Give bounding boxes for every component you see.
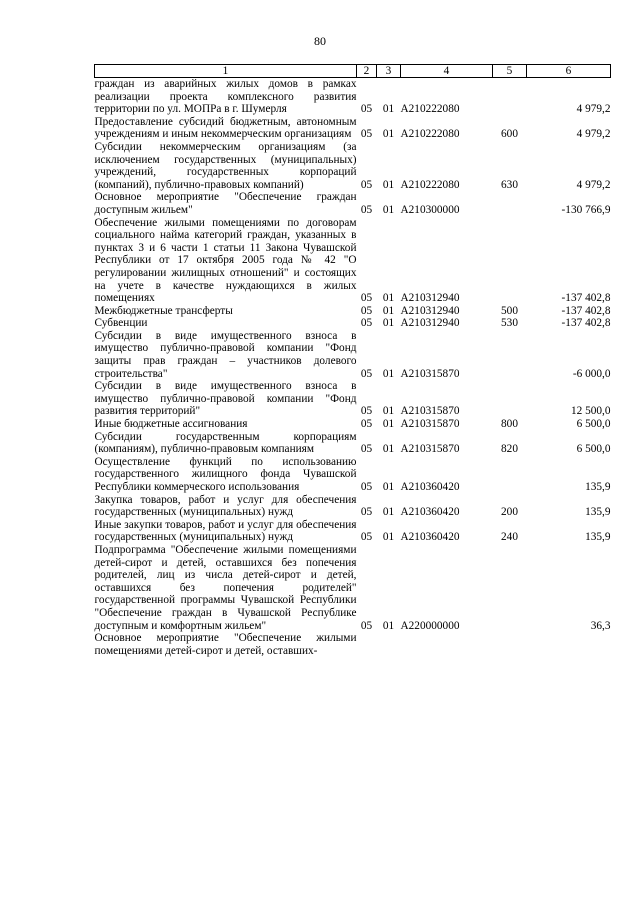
row-name: Основное мероприятие "Обеспечение жилыми помещениями детей-сирот и детей, оставших-	[94, 632, 357, 657]
row-name: Иные бюджетные ассигнования	[94, 418, 248, 431]
table-row	[95, 519, 611, 544]
row-subsection: 01	[382, 203, 395, 216]
row-name: Иные закупки товаров, работ и услуг для обеспечения государственных (муниципальных) нужд	[94, 518, 357, 544]
row-section	[357, 632, 377, 657]
row-section: 05	[360, 367, 373, 380]
header-col-4: 4	[401, 65, 493, 78]
row-name: Субсидии в виде имущественного взноса в имущество публично-правовой компании "Фонд развития территорий"	[94, 380, 357, 418]
row-amount: 135,9	[585, 506, 611, 519]
row-amount: -137 402,8	[561, 304, 611, 317]
row-amount: 4 979,2	[576, 128, 611, 141]
row-subsection	[377, 632, 401, 657]
row-target-code: А210315870	[400, 443, 460, 456]
row-name: Субсидии некоммерческим организациям (за исключением государственных (муниципальных) учреждений, государственных корпораций (компаний), публично-правовых компаний)	[94, 140, 357, 191]
row-name: Предоставление субсидий бюджетным, автономным учреждениям и иным некоммерческим организациям	[94, 115, 357, 141]
row-amount: 36,3	[590, 619, 611, 632]
table-row	[95, 305, 611, 318]
row-target-code: А210360420	[400, 506, 460, 519]
row-name: Обеспечение жилыми помещениями по договорам социального найма категорий граждан, указанных в пунктах 3 и 6 части 1 статьи 11 Закона Чувашской Республики от 17 октября 2005 года № 42 "О регулировании жилищных отношений" и состоящих на учете в качестве нуждающихся в жилых помещениях	[94, 216, 357, 305]
row-expense-type: 800	[501, 418, 518, 431]
header-col-5: 5	[493, 65, 527, 78]
row-expense-type: 200	[501, 506, 518, 519]
row-expense-type: 530	[501, 317, 518, 330]
row-target-code: А210312940	[400, 292, 460, 305]
row-target-code: А210312940	[400, 317, 460, 330]
row-target-code: А210315870	[400, 367, 460, 380]
table-row	[95, 317, 611, 330]
row-section: 05	[360, 531, 373, 544]
row-amount: -6 000,0	[572, 367, 611, 380]
row-name: Субвенции	[94, 317, 148, 330]
row-subsection: 01	[382, 292, 395, 305]
row-name: Основное мероприятие "Обеспечение граждан доступным жильем"	[94, 191, 357, 216]
header-col-3: 3	[377, 65, 401, 78]
row-expense-type: 240	[501, 531, 518, 544]
row-section: 05	[360, 619, 373, 632]
row-target-code: А210315870	[400, 405, 460, 418]
row-expense-type	[493, 191, 527, 216]
table-row	[95, 78, 611, 116]
row-subsection: 01	[382, 103, 395, 116]
row-section: 05	[360, 443, 373, 456]
row-amount: 4 979,2	[576, 178, 611, 191]
row-target-code	[401, 632, 493, 657]
row-subsection: 01	[382, 317, 395, 330]
budget-table	[94, 64, 611, 657]
row-section: 05	[360, 481, 373, 493]
row-amount: 6 500,0	[576, 418, 611, 431]
row-subsection: 01	[382, 531, 395, 544]
row-target-code: А210360420	[400, 531, 460, 544]
row-section: 05	[360, 203, 373, 216]
row-section: 05	[360, 103, 373, 116]
row-target-code: А210222080	[400, 178, 460, 191]
row-expense-type	[493, 380, 527, 418]
row-section: 05	[360, 178, 373, 191]
row-amount: 4 979,2	[576, 103, 611, 116]
row-expense-type	[493, 330, 527, 380]
row-amount: 12 500,0	[570, 405, 611, 418]
row-target-code: А220000000	[400, 619, 460, 632]
row-name: граждан из аварийных жилых домов в рамках реализации проекта комплексного развития территории по ул. МОПРа в г. Шумерля	[94, 78, 357, 116]
table-row	[95, 217, 611, 305]
row-target-code: А210300000	[400, 203, 460, 216]
row-section: 05	[360, 128, 373, 141]
row-amount: -130 766,9	[561, 203, 611, 216]
table-row	[95, 141, 611, 191]
row-name: Подпрограмма "Обеспечение жилыми помещениями детей-сирот и детей, оставшихся без попечения родителей, лиц из числа детей-сирот и детей, оставшихся без попечения родителей" государственной программы Чувашской Республики "Обеспечение граждан в Чувашской Республике доступным и комфортным жильем"	[94, 543, 357, 632]
row-subsection: 01	[382, 481, 395, 493]
row-subsection: 01	[382, 443, 395, 456]
row-subsection: 01	[382, 178, 395, 191]
table-row	[95, 456, 611, 494]
row-amount: 135,9	[585, 481, 611, 493]
header-col-1: 1	[95, 65, 357, 78]
row-subsection: 01	[382, 128, 395, 141]
table-header-row	[95, 65, 611, 78]
row-target-code: А210360420	[400, 481, 460, 493]
row-section: 05	[360, 405, 373, 418]
row-subsection: 01	[382, 304, 395, 317]
row-amount: 6 500,0	[576, 443, 611, 456]
row-expense-type: 500	[501, 304, 518, 317]
header-col-2: 2	[357, 65, 377, 78]
row-section: 05	[360, 506, 373, 519]
row-target-code: А210222080	[400, 128, 460, 141]
row-subsection: 01	[382, 367, 395, 380]
row-subsection: 01	[382, 405, 395, 418]
table-row	[95, 330, 611, 380]
row-expense-type	[493, 632, 527, 657]
page-number: 80	[314, 34, 326, 48]
row-section: 05	[360, 317, 373, 330]
row-name: Субсидии государственным корпорациям (компаниям), публично-правовым компаниям	[94, 430, 357, 456]
row-expense-type: 630	[501, 178, 518, 191]
table-row	[95, 494, 611, 519]
row-section: 05	[360, 418, 373, 431]
table-row	[95, 380, 611, 418]
row-subsection: 01	[382, 506, 395, 519]
table-row	[95, 544, 611, 632]
row-subsection: 01	[382, 418, 395, 431]
row-expense-type	[493, 456, 527, 494]
row-section: 05	[360, 304, 373, 317]
row-expense-type: 820	[501, 443, 518, 456]
row-section: 05	[360, 292, 373, 305]
row-amount: 135,9	[585, 531, 611, 544]
row-name: Закупка товаров, работ и услуг для обеспечения государственных (муниципальных) нужд	[94, 493, 357, 519]
table-row	[95, 431, 611, 456]
row-target-code: А210315870	[400, 418, 460, 431]
row-expense-type	[493, 544, 527, 632]
row-name: Осуществление функций по использованию государственного жилищного фонда Чувашской Республики коммерческого использования	[94, 455, 357, 493]
header-col-6: 6	[527, 65, 611, 78]
table-row	[95, 418, 611, 431]
row-target-code: А210222080	[400, 103, 460, 116]
row-expense-type	[493, 217, 527, 305]
row-amount	[527, 632, 611, 657]
row-expense-type: 600	[501, 128, 518, 141]
row-name: Субсидии в виде имущественного взноса в имущество публично-правовой компании "Фонд защиты прав граждан – участников долевого строительства"	[94, 329, 357, 380]
row-target-code: А210312940	[400, 304, 460, 317]
table-row	[95, 191, 611, 216]
row-expense-type	[493, 78, 527, 116]
row-name: Межбюджетные трансферты	[94, 304, 233, 317]
row-amount: -137 402,8	[561, 317, 611, 330]
table-row	[95, 632, 611, 657]
row-subsection: 01	[382, 619, 395, 632]
table-row	[95, 116, 611, 141]
row-amount: -137 402,8	[561, 292, 611, 305]
